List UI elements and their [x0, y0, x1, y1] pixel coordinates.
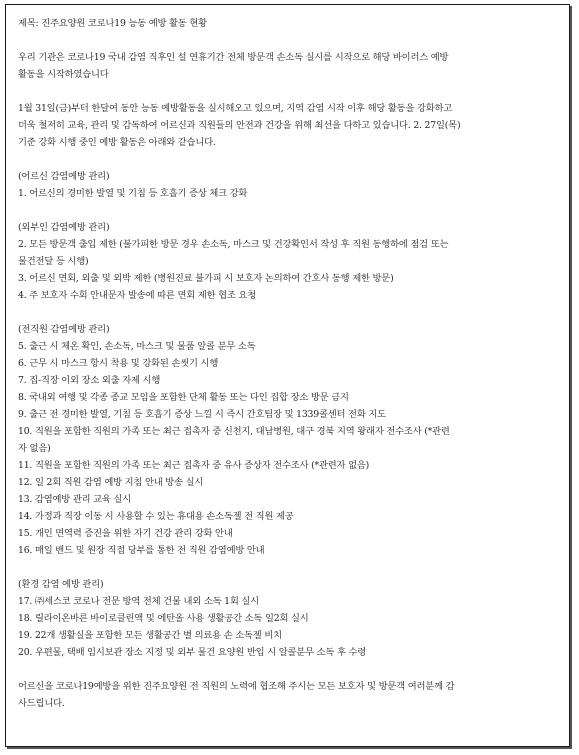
intro-line: 우리 기관은 코로나19 국내 감염 직후인 설 연휴기간 전체 방문객 손소독 실시를 시작으로 해당 바이러스 예방 [18, 52, 449, 63]
spacer [18, 202, 559, 219]
spacer [18, 32, 559, 49]
section-item: 15. 개인 면역력 증진을 위한 자기 건강 관리 강화 안내 [18, 528, 233, 539]
summary-line: 1월 31일(금)부터 한달여 동안 능동 예방활동을 실시해오고 있으며, 지역 감염 시작 이후 해당 활동을 강화하고 [18, 103, 453, 114]
section-heading-staff: (전직원 감염예방 관리) [18, 324, 110, 335]
section-item: 17. ㈜세스코 코로나 전문 방역 전체 건물 내외 소독 1회 실시 [18, 596, 259, 607]
section-item: 자 없음) [18, 443, 51, 454]
section-item: 7. 집-직장 이외 장소 외출 자제 시행 [18, 375, 161, 386]
section-item: 12. 일 2회 직원 감염 예방 지침 안내 방송 실시 [18, 477, 204, 488]
section-item: 6. 근무 시 마스크 항시 착용 및 강화된 손씻기 시행 [18, 358, 219, 369]
section-item: 16. 매일 밴드 및 원장 직접 당부를 통한 전 직원 감염예방 안내 [18, 545, 265, 556]
section-item: 19. 22개 생활실을 포함한 모든 생활공간 별 의료용 손 소독젤 비치 [18, 630, 282, 641]
section-item: 4. 주 보호자 수회 안내문자 발송에 따른 면회 제한 협조 요청 [18, 290, 256, 301]
section-heading-visitor: (외부인 감염예방 관리) [18, 222, 110, 233]
section-item: 물건전달 등 시행) [18, 256, 89, 267]
section-item: 1. 어르신의 경미한 발열 및 기침 등 호흡기 증상 체크 강화 [18, 188, 248, 199]
summary-line: 더욱 철저히 교육, 관리 및 감독하여 어르신과 직원들의 안전과 건강을 위해 최선을 다하고 있습니다. 2. 27일(목) [18, 120, 461, 131]
document-body [18, 15, 559, 712]
summary-line: 기준 강화 시행 중인 예방 활동은 아래와 같습니다. [18, 137, 216, 148]
closing-line: 사드립니다. [18, 698, 65, 709]
spacer [18, 151, 559, 168]
section-item: 9. 출근 전 경미한 발열, 기침 등 호흡기 증상 느낄 시 즉시 간호팀장 및 1339콜센터 전화 지도 [18, 409, 386, 420]
intro-line: 활동을 시작하였습니다 [18, 69, 109, 80]
spacer [18, 661, 559, 678]
section-heading-environment: (환경 감염 예방 관리) [18, 579, 104, 590]
section-item: 10. 직원을 포함한 직원의 가족 또는 최근 접촉자 중 신천지, 대남병원, 대구 경북 지역 왕래자 전수조사 (*관련 [18, 426, 450, 437]
section-item: 13. 감염예방 관리 교육 실시 [18, 494, 132, 505]
section-item: 18. 릴라이온바른 바이로클린액 및 에탄올 사용 생활공간 소독 일2회 실시 [18, 613, 309, 624]
section-item: 8. 국내외 여행 및 각종 종교 모임을 포함한 단체 활동 또는 다인 집합 장소 방문 금지 [18, 392, 349, 403]
spacer [18, 304, 559, 321]
section-item: 3. 어르신 면회, 외출 및 외박 제한 (병원진료 불가피 시 보호자 논의하여 간호사 동행 제한 방문) [18, 273, 394, 284]
section-item: 11. 직원을 포함한 직원의 가족 또는 최근 접촉자 중 유사 증상자 전수조사 (*관련자 없음) [18, 460, 370, 471]
spacer [18, 559, 559, 576]
section-item: 20. 우편물, 택배 임시보관 장소 지정 및 외부 물건 요양원 반입 시 알콜분무 소독 후 수령 [18, 647, 367, 658]
section-heading-resident: (어르신 감염예방 관리) [18, 171, 110, 182]
closing-line: 어르신을 코로나19예방을 위한 진주요양원 전 직원의 노력에 협조해 주시는 모든 보호자 및 방문객 여러분께 감 [18, 681, 455, 692]
section-item: 14. 가정과 직장 이동 시 사용할 수 있는 휴대용 손소독젤 전 직원 제공 [18, 511, 294, 522]
section-item: 5. 출근 시 체온 확인, 손소독, 마스크 및 물품 알콜 분무 소독 [18, 341, 256, 352]
spacer [18, 83, 559, 100]
document-page [5, 4, 570, 747]
section-item: 2. 모든 방문객 출입 제한 (불가피한 방문 경우 손소독, 마스크 및 건강확인서 작성 후 직원 동행하에 점검 또는 [18, 239, 449, 250]
document-title: 제목: 진주요양원 코로나19 능동 예방 활동 현황 [18, 18, 207, 29]
